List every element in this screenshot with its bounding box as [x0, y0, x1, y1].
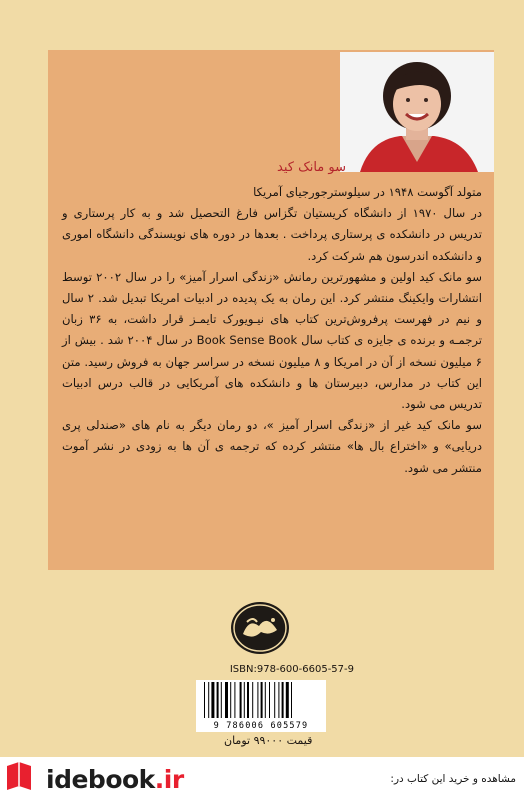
barcode-bar: [234, 682, 235, 718]
barcode-bar: [282, 682, 284, 718]
barcode-bar: [278, 682, 279, 718]
bio-paragraph: سو مانک کید اولین و مشهورترین رمانش «زندگی اسرار آمیز» را در سال ۲۰۰۲ توسط انتشارات وایکینگ منتشر کرد. این رمان به یک پدیده در ادبیات امریکا تبدیل شد. ۲ سال و نیم در فهرست پرفروش‌ترین کتاب های نیـویورک تایمـز قرار داشت، به ۳۶ زبان ترجمـه و برنده ی جایزه ی کتاب سال Book Sense Book در سال ۲۰۰۴ شد . بیش از ۶ میلیون نسخه از آن در امریکا و ۸ میلیون نسخه در سراسر جهان به فروش رسید. متن این کتاب در مدارس، دبیرستان ها و دانشکده های آمریکایی در قالب درس ادبیات تدریس می شود.: [62, 269, 483, 412]
bio-paragraph: متولد آگوست ۱۹۴۸ در سیلوسترجورجیای آمریکا: [253, 185, 482, 199]
barcode-bar: [244, 682, 245, 718]
barcode-bar: [274, 682, 275, 718]
barcode-bar: [208, 682, 209, 718]
brand-name: idebook: [46, 765, 155, 794]
author-photo: [340, 52, 494, 172]
barcode-bar: [286, 682, 289, 718]
barcode-bar: [204, 682, 205, 718]
barcode-digits: 9 786006 605579: [213, 721, 309, 731]
barcode-bar: [240, 682, 242, 718]
barcode-bar: [291, 682, 292, 718]
barcode-bar: [217, 682, 219, 718]
price-label: قیمت ۹۹۰۰۰ تومان: [224, 734, 313, 747]
barcode-bar: [257, 682, 258, 718]
brand-logo[interactable]: [20, 765, 184, 794]
barcode-bar: [211, 682, 214, 718]
barcode-bar: [230, 682, 231, 718]
barcode-bar: [261, 682, 263, 718]
barcode-bar: [221, 682, 222, 718]
barcode-bar: [247, 682, 249, 718]
barcode-bar: [225, 682, 228, 718]
barcode-bar: [265, 682, 266, 718]
brand-suffix: .ir: [154, 765, 184, 794]
author-name: سو مانک کید: [277, 160, 346, 175]
publisher-logo-icon: [229, 600, 291, 656]
author-biography: [62, 182, 482, 479]
bio-paragraph: در سال ۱۹۷۰ از دانشگاه کریستیان تگزاس فارغ التحصیل شد و به کار پرستاری و تدریس در دانشکده ی پرستاری پرداخت . بعدها در دوره های نویسندگی دانشگاه اموری و دانشکده اندرسون هم شرکت کرد.: [62, 206, 482, 263]
barcode-bar: [252, 682, 253, 718]
barcode-bar: [269, 682, 270, 718]
bio-paragraph: سو مانک کید غیر از «زندگی اسرار آمیز »، دو رمان دیگر به نام های «صندلی پری دریایی» و «اختراع بال ها» منتشر کرده که ترجمه ی آن ها به زودی در نشر آموت منتشر می شود.: [62, 418, 482, 475]
isbn-label: ISBN:978-600-6605-57-9: [229, 664, 354, 675]
footer-banner[interactable]: [0, 757, 524, 800]
barcode: [196, 680, 326, 732]
footer-tagline: مشاهده و خرید این کتاب در:: [390, 773, 516, 785]
